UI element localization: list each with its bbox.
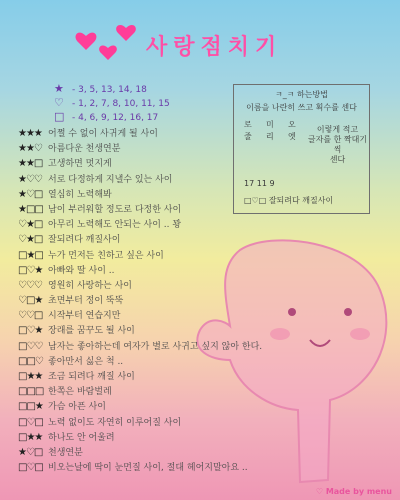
- how-to-heading: ㅋ_ㅋ 하는방법: [275, 90, 328, 99]
- result-text: 가슴 아픈 사이: [48, 402, 106, 413]
- list-item: [18, 445, 262, 460]
- list-item: [18, 278, 262, 293]
- mascot-eye: [344, 308, 352, 316]
- result-symbols: □★★: [18, 431, 43, 443]
- symbol-legend: [54, 82, 170, 124]
- result-symbols: □♡□: [18, 462, 43, 474]
- result-text: 고생하면 멋지게: [48, 159, 112, 170]
- name-char: 오: [288, 120, 296, 129]
- result-text: 장래를 꿈꾸도 될 사이: [48, 326, 135, 337]
- result-symbols: □□★: [18, 401, 43, 413]
- list-item: [18, 263, 262, 278]
- how-to-instruction: 이름을 나란히 쓰고 획수를 센다: [246, 103, 357, 112]
- result-text: 누가 먼저든 친하고 싶은 사이: [48, 250, 164, 261]
- note-line: 글자를 한 짝대기씩: [307, 135, 368, 154]
- result-symbols: ♡★□: [18, 234, 43, 246]
- name-char: 줄: [244, 132, 252, 141]
- result-symbols: ♡♡□: [18, 310, 43, 322]
- result-symbols: ♡□★: [18, 295, 43, 307]
- name-char: 로: [244, 120, 252, 129]
- result-symbols: ♡★□: [18, 219, 43, 231]
- legend-numbers: - 4, 6, 9, 12, 16, 17: [72, 113, 159, 123]
- result-text: 시작부터 연습지만: [48, 311, 121, 322]
- list-item: [18, 232, 262, 247]
- name-char: 미: [266, 120, 274, 129]
- result-list: [18, 126, 262, 475]
- result-symbols: ★★□: [18, 158, 43, 170]
- result-text: 노력 없이도 자연히 이루어질 사이: [48, 417, 182, 428]
- list-item: [18, 354, 262, 369]
- mascot-blush: [270, 328, 290, 340]
- example-result: □♡□ 잘되려다 깨질사이: [244, 196, 334, 205]
- result-text: 남자는 좋아하는데 여자가 별로 사귀고 싶지 않아 한다.: [48, 341, 263, 352]
- result-text: 한쪽은 바람벌레: [48, 387, 112, 398]
- legend-numbers: - 3, 5, 13, 14, 18: [72, 85, 147, 95]
- legend-row: [54, 82, 170, 96]
- result-text: 아빠와 딸 사이 ..: [48, 265, 115, 276]
- result-text: 천생연분: [48, 447, 83, 458]
- legend-row: [54, 96, 170, 110]
- legend-symbol: ★: [54, 82, 64, 95]
- result-text: 잘되려다 깨질사이: [48, 235, 121, 246]
- list-item: [18, 293, 262, 308]
- result-text: 좋아만서 싫은 척 ..: [48, 356, 124, 367]
- list-item: [18, 430, 262, 445]
- legend-symbol: □: [54, 110, 65, 123]
- result-text: 조금 되려다 깨질 사이: [48, 372, 135, 382]
- result-text: 초면부터 정이 뚝뚝: [48, 296, 124, 307]
- note-line: 이렇게 적고: [316, 125, 359, 134]
- result-text: 아름다운 천생연분: [48, 144, 121, 155]
- result-symbols: ★♡□: [18, 446, 43, 458]
- note-line: 센다: [329, 155, 346, 164]
- result-symbols: □♡♡: [18, 340, 43, 352]
- result-symbols: ★□□: [18, 203, 43, 215]
- heart-icons: [72, 14, 142, 64]
- result-text: 어쩔 수 없이 사귀게 될 사이: [48, 129, 158, 139]
- how-to-note: [306, 125, 369, 165]
- result-symbols: □♡★: [18, 325, 43, 337]
- list-item: [18, 187, 262, 202]
- result-symbols: □★★: [18, 371, 43, 382]
- result-text: 하나도 안 어울려: [48, 432, 115, 443]
- legend-row: [54, 110, 170, 124]
- list-item: [18, 172, 262, 187]
- result-symbols: □□♡: [18, 355, 43, 367]
- name-char: 엣: [288, 132, 296, 141]
- result-symbols: □★□: [18, 249, 43, 261]
- result-text: 열심히 노력해봐: [48, 189, 112, 200]
- result-symbols: □□□: [18, 386, 44, 398]
- legend-symbol: ♡: [54, 96, 64, 109]
- stroke-counts: 17 11 9: [244, 179, 275, 188]
- page-title: 사랑점치기: [146, 35, 283, 60]
- result-text: 영원히 사랑하는 사이: [48, 280, 132, 291]
- heart-icon: [116, 25, 136, 41]
- list-item: [18, 126, 262, 141]
- result-text: 비오는날에 딱이 눈먼질 사이, 절대 헤어지말아요 ..: [48, 463, 248, 474]
- result-symbols: □♡★: [18, 264, 43, 276]
- result-text: 아무리 노력해도 안되는 사이 .. 꽝: [48, 220, 182, 231]
- list-item: [18, 156, 262, 171]
- list-item: [18, 384, 262, 399]
- list-item: [18, 460, 262, 475]
- result-symbols: ★♡♡: [18, 173, 42, 185]
- legend-numbers: - 1, 2, 7, 8, 10, 11, 15: [72, 99, 170, 109]
- result-symbols: ★♡□: [18, 188, 43, 200]
- list-item: [18, 141, 262, 156]
- result-text: 남이 부러워할 정도로 다정한 사이: [48, 204, 182, 215]
- mascot-eye: [288, 308, 296, 316]
- list-item: [18, 399, 262, 414]
- list-item: [18, 415, 262, 430]
- mascot-blush: [350, 328, 370, 340]
- result-symbols: ♡♡♡: [18, 279, 42, 291]
- result-symbols: □♡□: [18, 416, 43, 428]
- result-text: 서로 다정하게 지낼수 있는 사이: [48, 174, 173, 185]
- heart-icon: [99, 45, 117, 60]
- list-item: [18, 369, 262, 384]
- list-item: [18, 217, 262, 232]
- list-item: [18, 202, 262, 217]
- list-item: [18, 323, 262, 338]
- result-symbols: ★★♡: [18, 143, 42, 155]
- list-item: [18, 339, 262, 354]
- list-item: [18, 248, 262, 263]
- result-symbols: ★★★: [18, 128, 42, 139]
- heart-icon: [76, 33, 97, 50]
- list-item: [18, 308, 262, 323]
- name-char: 리: [266, 132, 274, 141]
- footer-credit: ♡ Made by menu: [315, 487, 392, 496]
